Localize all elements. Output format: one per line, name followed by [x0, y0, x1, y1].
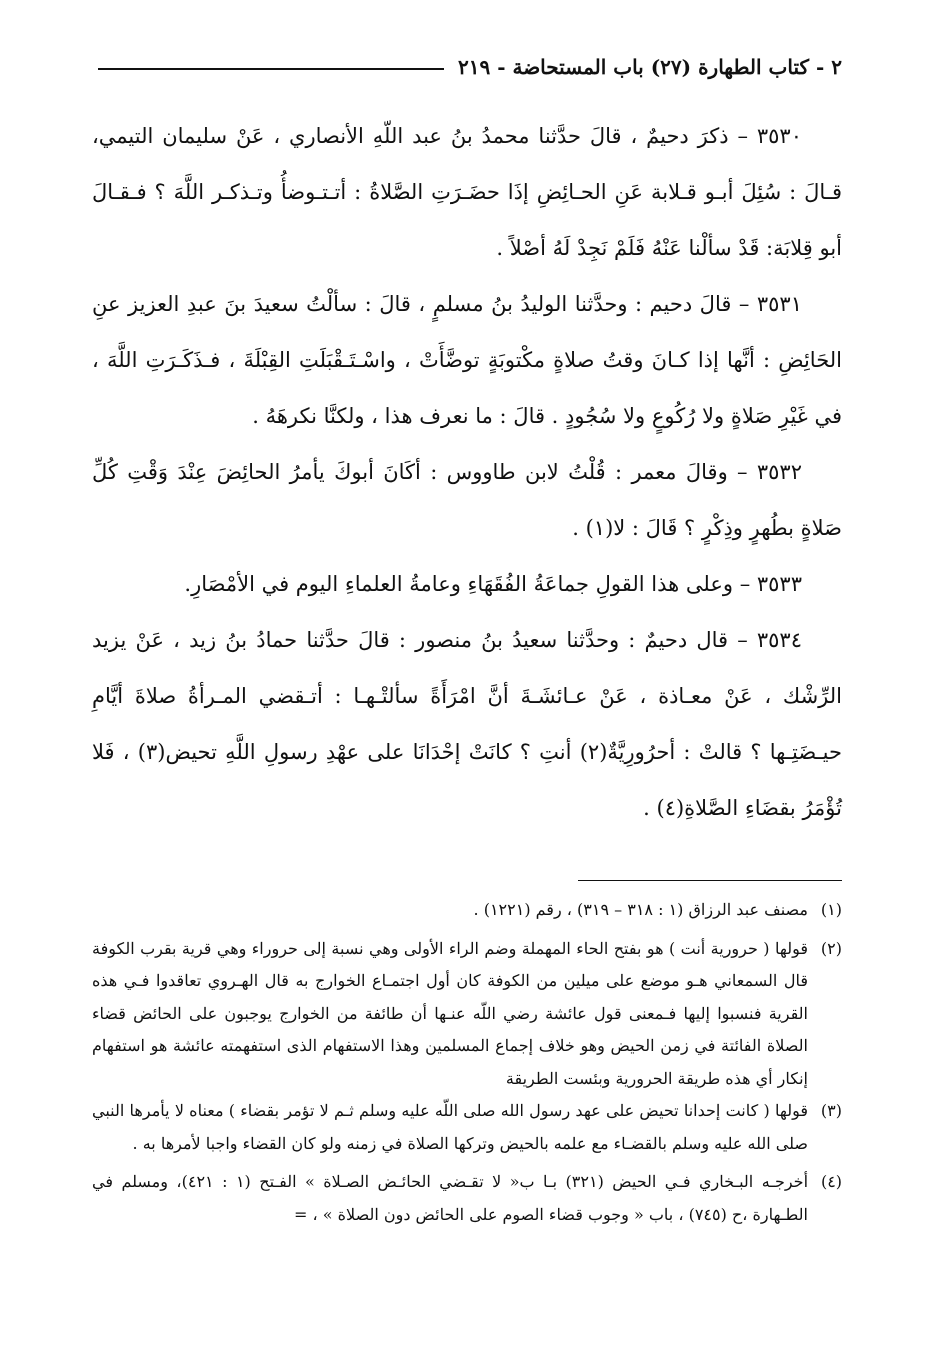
footnote-mark: (١) [820, 900, 842, 919]
paragraph-3530: ٣٥٣٠ – ذكرَ دحيمٌ ، قالَ حدَّثنا محمدُ بنُ عبد اللّهِ الأنصاري ، عَنْ سليمان التيمي، قـالَ : سُئِلَ أبـو قـلابة عَنِ الحـائِضِ إذَا حضَـرَتِ الصَّلاةُ : أتـتـوضأُ وتـذكـر اللَّهَ ؟ فـقـالَ أبو قِلابَة: قَدْ سألْنا عَنْهُ فَلَمْ نَجِدْ لَهُ أصْلاً . [92, 124, 842, 260]
main-text [92, 108, 842, 836]
paragraph-3531: ٣٥٣١ – قالَ دحيم : وحدَّثنا الوليدُ بنُ مسلمٍ ، قالَ : سألْتُ سعيدَ بنَ عبدِ العزيز عنِ الحَائِضِ : أنَّها إذا كـانَ وقتُ صلاةٍ مكْتوبَةٍ توضَّأَتْ ، واسْـتَـقْبَلَتِ القِبْلَةَ ، فـذَكَـرَتِ اللَّهَ ، في غَيْرِ صَلاةٍ ولا رُكُوعٍ ولا سُجُودٍ . قالَ : ما نعرف هذا ، ولكنَّا نكرهَهُ . [92, 292, 842, 428]
footnote-text: أخرجـه البـخاري فـي الحيض (٣٢١) بـا ب« لا تقـضي الحائـض الصـلاة » الفـتح (١ : ٤٢١)، ومسلم في الطـهارة ،ح (٧٤٥) ، باب « وجوب قضاء الصوم على الحائض دون الصلاة » ، = [92, 1172, 809, 1224]
footnote-mark: (٤) [820, 1172, 843, 1191]
footnote-mark: (٢) [820, 938, 842, 958]
footnote-text: قولها ( حرورية أنت ) هو بفتح الحاء المهملة وضم الراء الأولى وهي نسبة إلى حروراء وهي قرية بقرب الكوفة قال السمعاني هـو موضع على ميلين من الكوفة كان أول اجتمـاع الخوارج به قال الهـروي تعاقدوا فـي هذه القرية فنسبوا إليها فـمعنى قول عائشة رضي اللّه عنـها أن طائفة من الخوارج يوجبون على الحائض قضاء الصلاة الفائتة في زمن الحيض وهو خلاف إجماع المسلمين وهذا الاستفهام الذى استفهمته عائشة هو استفهام إنكار أي هذه طريقة الحرورية وبئست الطريقة [92, 938, 808, 1088]
footnotes [92, 894, 842, 1231]
footnote-1 [92, 894, 842, 927]
footnote-2 [92, 933, 842, 1096]
footnote-mark: (٣) [820, 1101, 842, 1120]
footnote-3 [92, 1095, 842, 1160]
footnote-separator [578, 880, 842, 881]
paragraph-3534: ٣٥٣٤ – قال دحيمٌ : وحدَّثنا سعيدُ بنُ منصور : قالَ حدَّثنا حمادُ بنُ زيد ، عَنْ يزيد الرِّشْك ، عَنْ معـاذة ، عَنْ عـائشَـةَ أنَّ امْرَأَةً سألتْـهـا : أتـقضي المـرأةُ صلاةَ أيَّامِ حيـضَتِـها ؟ قالتْ : أحرُورِيَّةٌ(٢) أنتِ ؟ كانَتْ إحْدَانَا على عهْدِ رسولِ اللَّهِ تحيض(٣) ، فَلا تُؤْمَرُ بقضَاءِ الصَّلاةِ(٤) . [92, 628, 843, 820]
paragraph-3533: ٣٥٣٣ – وعلى هذا القولِ جماعَةُ الفُقَهَاءِ وعامةُ العلماءِ اليوم في الأمْصَارِ. [184, 572, 802, 596]
paragraph-3532: ٣٥٣٢ – وقالَ معمر : قُلْتُ لابن طاووس : أكَانَ أبوكَ يأمرُ الحائِضَ عِنْدَ وَقْتِ كُلِّ صَلاةٍ بطُهرٍ وذِكْرٍ ؟ قَالَ : لا(١) . [92, 460, 842, 540]
header-title: ٢ - كتاب الطهارة (٢٧) باب المستحاضة - ٢١٩ [458, 55, 842, 79]
footnote-4 [92, 1166, 842, 1231]
running-header [98, 50, 842, 84]
footnote-text: قولها ( كانت إحدانا تحيض على عهد رسول الله صلى اللّه عليه وسلم ثـم لا تؤمر بقضاء ) معناه لا يأمرها النبي صلى الله عليه وسلم بالقضـاء مع علمه بالحيض وتركها الصلاة في زمنه ولو كان القضاء واجبا لأمرها به . [92, 1101, 808, 1153]
footnote-text: مصنف عبد الرزاق (١ : ٣١٨ – ٣١٩) ، رقم (١٢٢١) . [473, 900, 808, 919]
header-rule [98, 68, 444, 70]
